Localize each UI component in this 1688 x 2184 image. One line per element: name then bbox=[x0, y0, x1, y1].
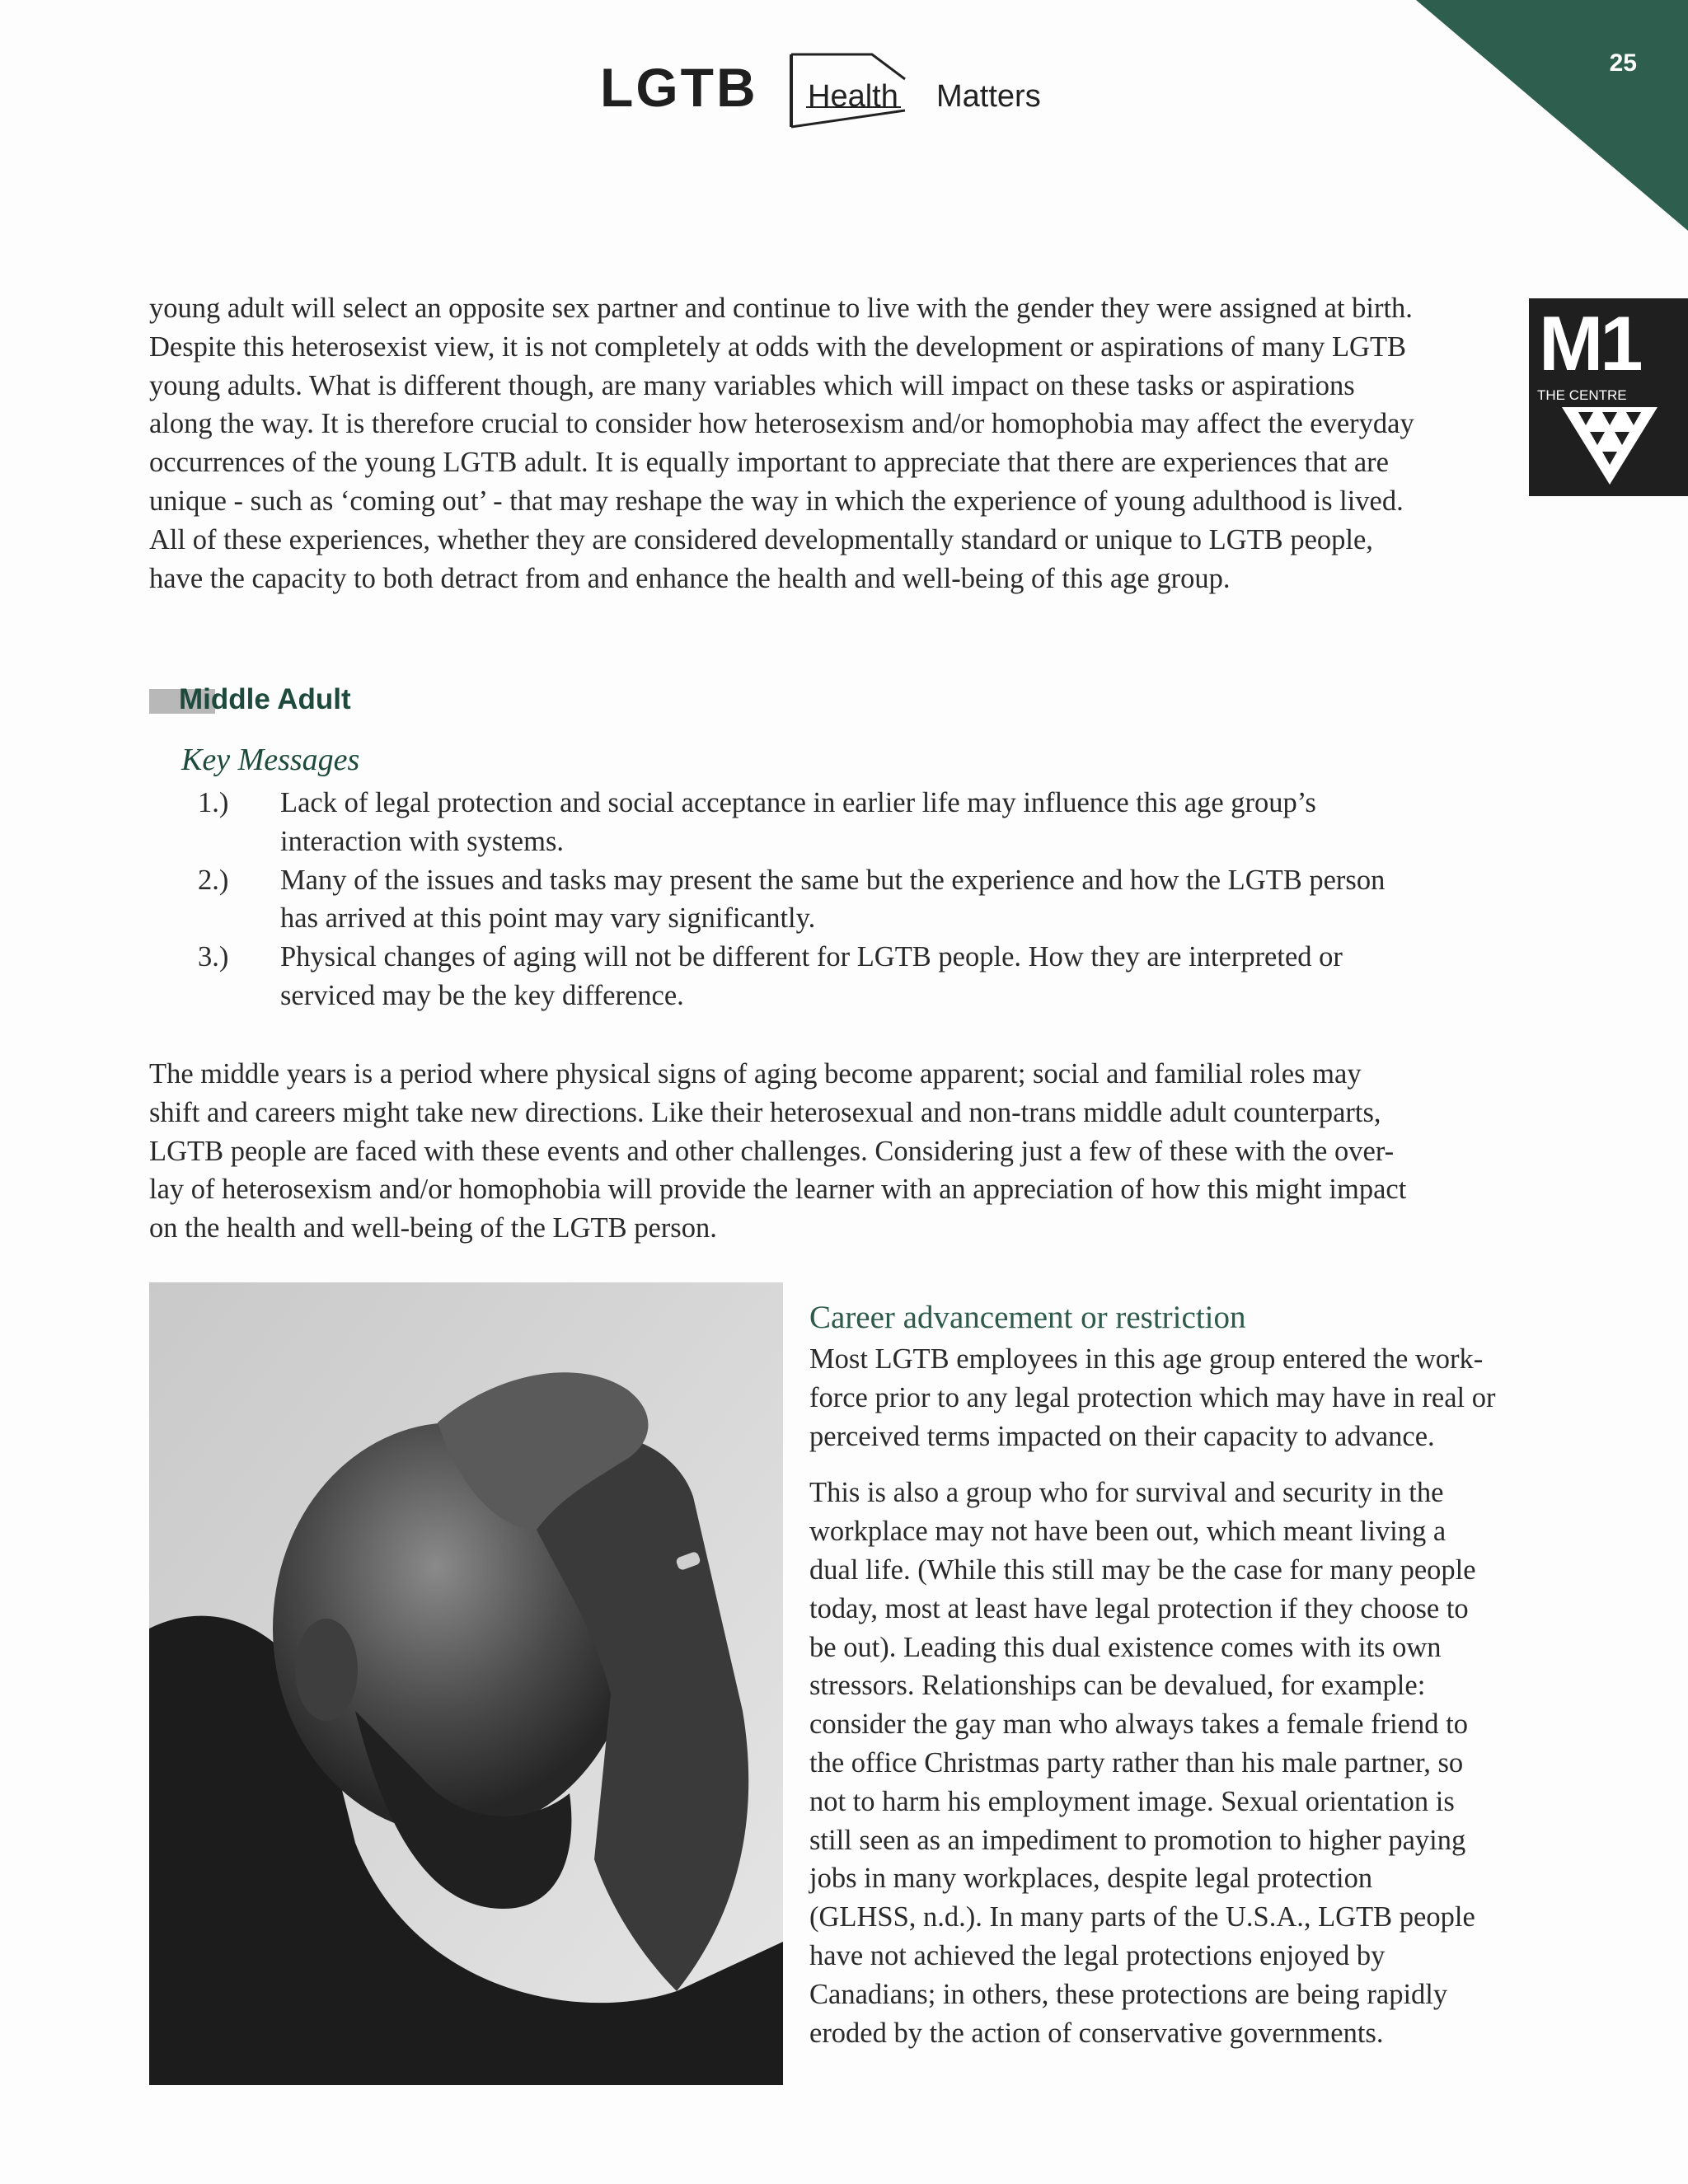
text-line: occurrences of the young LGTB adult. It is equally important to appreciate that there are experiences that are bbox=[149, 447, 1389, 479]
text-line: Canadians; in others, these protections are being rapidly bbox=[809, 1978, 1448, 2010]
text-line: on the health and well-being of the LGTB person. bbox=[149, 1212, 717, 1244]
triangle-logo-icon bbox=[1560, 404, 1659, 486]
text-line: still seen as an impediment to promotion to higher paying bbox=[809, 1824, 1466, 1856]
text-line: unique - such as ‘coming out’ - that may reshape the way in which the experience of young adulthood is lived. bbox=[149, 485, 1404, 517]
text-line: be out). Leading this dual existence comes with its own bbox=[809, 1631, 1442, 1663]
text-line: workplace may not have been out, which meant living a bbox=[809, 1516, 1447, 1548]
publication-logo bbox=[600, 53, 1086, 135]
text-line: the office Christmas party rather than his male partner, so bbox=[809, 1746, 1464, 1779]
middle-years-paragraph bbox=[149, 1055, 1501, 1248]
text-line: jobs in many workplaces, despite legal protection bbox=[809, 1863, 1373, 1895]
logo-matters-text: Matters bbox=[936, 79, 1041, 114]
key-messages-title: Key Messages bbox=[181, 743, 360, 777]
list-text: Physical changes of aging will not be different for LGTB people. How they are interpreted or bbox=[280, 941, 1343, 973]
career-section bbox=[809, 1296, 1510, 2070]
logo-health-text: Health bbox=[808, 79, 898, 114]
text-line: The middle years is a period where physical signs of aging become apparent; social and familial roles may bbox=[149, 1058, 1362, 1090]
list-number: 3.) bbox=[198, 941, 229, 973]
page-number: 25 bbox=[1609, 49, 1637, 77]
key-messages-list bbox=[198, 784, 1517, 1015]
text-line: (GLHSS, n.d.). In many parts of the U.S.A., LGTB people bbox=[809, 1901, 1475, 1933]
list-item bbox=[198, 784, 1517, 861]
list-number: 1.) bbox=[198, 787, 229, 818]
text-line: young adults. What is different though, are many variables which will impact on these tasks or aspirations bbox=[149, 369, 1355, 401]
text-line: This is also a group who for survival and security in the bbox=[809, 1477, 1444, 1509]
text-line: All of these experiences, whether they are considered developmentally standard or unique to LGTB people, bbox=[149, 523, 1373, 555]
list-text: Lack of legal protection and social acceptance in earlier life may influence this age group’s bbox=[280, 787, 1316, 818]
career-paragraph-1 bbox=[809, 1340, 1510, 1455]
text-line: dual life. (While this still may be the case for many people bbox=[809, 1554, 1476, 1586]
text-line: consider the gay man who always takes a female friend to bbox=[809, 1708, 1468, 1741]
career-heading: Career advancement or restriction bbox=[809, 1300, 1246, 1335]
text-line: stressors. Relationships can be devalued, for example: bbox=[809, 1670, 1426, 1702]
text-line: have the capacity to both detract from and enhance the health and well-being of this age group. bbox=[149, 562, 1231, 594]
man-portrait-photo bbox=[149, 1282, 783, 2085]
text-line: along the way. It is therefore crucial to consider how heterosexism and/or homophobia may affect the everyday bbox=[149, 408, 1414, 440]
text-line: Most LGTB employees in this age group entered the work- bbox=[809, 1343, 1484, 1375]
list-number: 2.) bbox=[198, 864, 229, 896]
text-line: force prior to any legal protection which may have in real or bbox=[809, 1381, 1496, 1413]
text-line: Despite this heterosexist view, it is not completely at odds with the development or aspirations of many LGTB bbox=[149, 330, 1407, 363]
text-line: today, most at least have legal protection if they choose to bbox=[809, 1592, 1469, 1624]
list-text: Many of the issues and tasks may present the same but the experience and how the LGTB person bbox=[280, 864, 1386, 896]
corner-tab bbox=[1416, 0, 1688, 231]
list-item bbox=[198, 861, 1517, 939]
badge-org-label: THE CENTRE bbox=[1537, 387, 1627, 403]
logo-lgtb-text: LGTB bbox=[600, 57, 758, 118]
text-line: eroded by the action of conservative governments. bbox=[809, 2017, 1384, 2049]
text-line: young adult will select an opposite sex partner and continue to live with the gender they were assigned at birth. bbox=[149, 293, 1413, 324]
text-line: perceived terms impacted on their capacity to advance. bbox=[809, 1420, 1435, 1452]
list-item bbox=[198, 938, 1517, 1015]
intro-paragraph bbox=[149, 289, 1501, 598]
text-line: have not achieved the legal protections enjoyed by bbox=[809, 1939, 1386, 1971]
module-code: M1 bbox=[1539, 300, 1640, 387]
career-paragraph-2 bbox=[809, 1474, 1510, 2052]
text-line: lay of heterosexism and/or homophobia will provide the learner with an appreciation of how this might impact bbox=[149, 1174, 1407, 1206]
list-text: has arrived at this point may vary significantly. bbox=[280, 902, 816, 935]
list-text: interaction with systems. bbox=[280, 825, 564, 857]
list-text: serviced may be the key difference. bbox=[280, 979, 684, 1011]
text-line: LGTB people are faced with these events and other challenges. Considering just a few of these with the over- bbox=[149, 1135, 1395, 1167]
text-line: shift and careers might take new directions. Like their heterosexual and non-trans middle adult counterparts, bbox=[149, 1096, 1381, 1128]
module-badge bbox=[1529, 298, 1688, 496]
text-line: not to harm his employment image. Sexual orientation is bbox=[809, 1785, 1455, 1817]
section-title: Middle Adult bbox=[179, 683, 351, 715]
